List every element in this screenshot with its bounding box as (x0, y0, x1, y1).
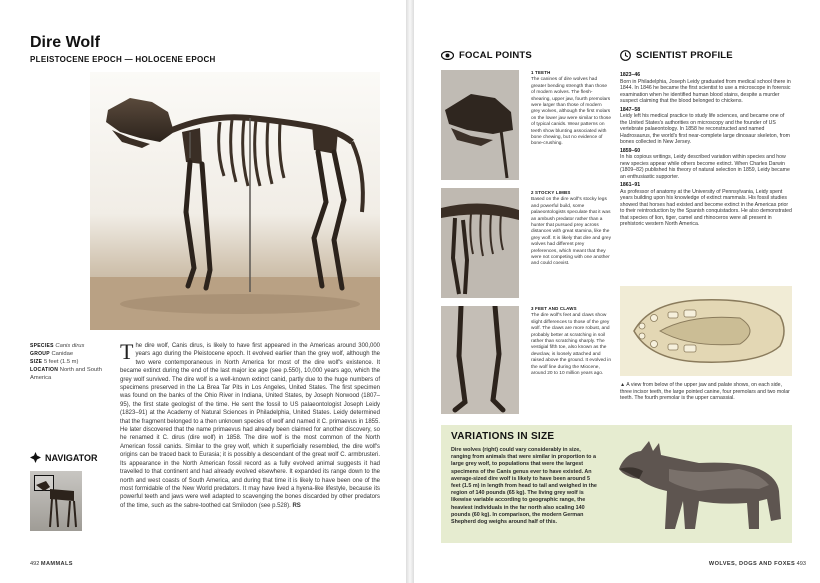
variations-panel (441, 425, 792, 543)
profile-text-3: In his copious writings, Leidy described variation within species and how new species appear while others become extinct. When Charles Darwin (1809–82) published his theory of natural selection in 1859, Leidy became an enthusiastic supporter. (620, 154, 790, 180)
skull-palate-icon (620, 286, 792, 376)
focal-image-teeth (441, 70, 519, 180)
feet-closeup-icon (441, 306, 519, 414)
fact-species: SPECIES Canis dirus (30, 343, 85, 349)
profile-text-4: As professor of anatomy at the University of Pennsylvania, Leidy spent years building upon his knowledge of extinct mammals. His fossil studies showed that horses had existed and become extinct in the Americas prior to their reintroduction by the Spanish conquistadors. He also demonstrated that species of lion, tiger, camel and rhinoceros were all present in prehistoric western North America. (620, 188, 792, 227)
profile-years-3: 1859–60 (620, 147, 641, 154)
right-folio (709, 561, 806, 567)
variations-title: VARIATIONS IN SIZE (451, 431, 555, 442)
variations-text: Dire wolves (right) could vary considerably in size, ranging from animals that were similar in proportion to a large grey wolf, to populations that were the largest specimens of the Canis genus ever to have existed. An average-sized dire wolf is likely to have been around 5 feet (1.5 m) in length from head to tail and weighed in the region of 140 pounds (65 kg). The living grey wolf is likewise variable according to geographic range, the heaviest individuals in the far north also scaling 140 pounds (60 kg). In comparison, the modern German Shepherd dog weighs around half of this. (451, 447, 597, 526)
dire-wolf-skeleton-illustration (90, 72, 380, 330)
focal-point-feet: 3 FEET AND CLAWS The dire wolf's feet and claws show slight differences to those of the grey wolf. The claws are more robust, and probably better at scratching in soil rather than scratching sharply. The vestigial fifth toe, also known as the dewclaw, is loosely attached and raised above the ground. It evolved in the wolf line during the Miocene, around 20 to 10 million years ago. (531, 306, 612, 377)
profile-text-1: Born in Philadelphia, Joseph Leidy graduated from medical school there in 1844. In 1846 he became the first scientist to use a microscope in forensic examination when he identified human blood stains, despite a murder suspect claiming that the blood belonged to chickens. (620, 78, 791, 104)
focal-point-teeth: 1 TEETH The canines of dire wolves had greater bending strength than those of modern wolves. The flesh-shearing, upper jaw, fourth premolars were larger than those of modern grey wolves, although the first molars on the lower jaw were similar to those of typical canids. Wear patterns on teeth show blunting associated with bone chewing, but no evidence of bone-crushing. (531, 70, 611, 147)
navigator-heading: NAVIGATOR (30, 452, 110, 463)
profile-years-4: 1861–91 (620, 182, 641, 188)
limbs-closeup-icon (441, 188, 519, 298)
right-section-name: WOLVES, DOGS AND FOXES (708, 561, 796, 567)
main-article (120, 339, 380, 510)
profile-text-2: Leidy left his medical practice to study life sciences, and became one of the United States's authorities on microscopy and the founder of US vertebrate palaeontology. In 1858 he reconstructed and named Hadrosaurus, the world's first near-complete large dinosaur skeleton, from bones collected in New Jersey. (620, 113, 790, 145)
navigator-skeleton-icon (30, 471, 82, 531)
dire-wolf-illustration (609, 429, 787, 539)
page-subtitle: PLEISTOCENE EPOCH — HOLOCENE EPOCH (30, 55, 216, 64)
fact-location: LOCATION North and South America (30, 367, 102, 381)
scientist-profile (620, 70, 792, 230)
eye-icon (441, 51, 454, 60)
profile-years-2: 1847–58 (620, 106, 641, 113)
left-folio (30, 561, 73, 567)
wolf-icon (609, 429, 787, 539)
focal-point-limbs: 2 STOCKY LIMBS Based on the dire wolf's stocky legs and powerful build, some palaeontologists speculate that it was an ambush predator rather than a hunter that pursued prey across distances with great stamina, like the grey wolf. It is likely that dire and grey wolves had different prey preferences, which meant that they were not competing with one another and could coexist. (531, 190, 611, 267)
clock-icon (620, 50, 631, 61)
fact-size: SIZE 5 feet (1.5 m) (30, 359, 79, 365)
fact-group: GROUP Canidae (30, 351, 74, 357)
focal-image-limbs (441, 188, 519, 298)
navigator-panel (30, 452, 110, 531)
skeleton-photo (90, 72, 380, 330)
left-page-number: 492 (30, 561, 40, 567)
left-section-name: MAMMALS (40, 561, 73, 567)
profile-years-1: 1823–46 (620, 72, 641, 78)
drop-cap: T (120, 339, 134, 364)
focal-image-feet (441, 306, 519, 414)
article-body: he dire wolf, Canis dirus, is likely to have first appeared in the Americas around 300,000 years ago during the Pleistocene epoch. It evolved earlier than the grey wolf, although the two were contemporaneous in North America for most of the dire wolf's existence. It became extinct during the end of the last major ice age (see p.550), 10,000 years ago, which the grey wolf survived. The dire wolf is a well-known extinct canid, partly due to the huge numbers of specimens preserved in the La Brea Tar Pits in Los Angeles, United States. The first specimen was found on the banks of the Ohio River in Indiana, United States, by Joseph Norwood (1807–95), the first state geologist of the time. He sent the fossil to US palaeontologist Joseph Leidy (1823–91) at the Academy of Natural Sciences in Philadelphia, United States. Leidy determined that the fragment belonged to a then unknown species of wolf and named it C. primaevus in 1855. He later discovered that the name primaevus had already been claimed for another discovery, so he renamed it C. dirus (dire wolf) in 1858. The dire wolf is the most common of the North American fossil canids. Similar to the grey wolf, which it superficially resembled, the dire wolf's origins can be traced back to Eurasia; it is possibly a descendant of the great wolf C. armbrusteri. Its appearance in the North American fossil record as a fully evolved animal suggests it had travelled to that continent and had already evolved elsewhere. It expanded its range down to the north and west coasts of South America, and during that time it is likely to have been one of the most formidable of the New World predators. It may have lived a hyena-like lifestyle, because its powerful teeth and jaws were well adapted to scavenging the bones discarded by other predators of the time, such as the sabre-toothed cat Smilodon (see p.528). (120, 343, 380, 509)
navigator-icon (30, 452, 41, 463)
page-title: Dire Wolf (30, 34, 100, 51)
skull-closeup-icon (441, 70, 519, 180)
focal-points-heading: FOCAL POINTS (441, 50, 532, 61)
navigator-thumbnail (30, 471, 82, 531)
right-page-number: 493 (796, 561, 806, 567)
skull-underside-image (620, 286, 792, 376)
author-initials: RS (292, 502, 301, 509)
book-gutter (406, 0, 414, 583)
scientist-profile-heading: SCIENTIST PROFILE (620, 50, 733, 61)
skull-caption: ▲ A view from below of the upper jaw and palate shows, on each side, three incisor teeth, the large pointed canine, four premolars and two molar teeth. The fourth premolar is the upper carnassial. (620, 382, 790, 402)
species-facts (30, 342, 110, 382)
